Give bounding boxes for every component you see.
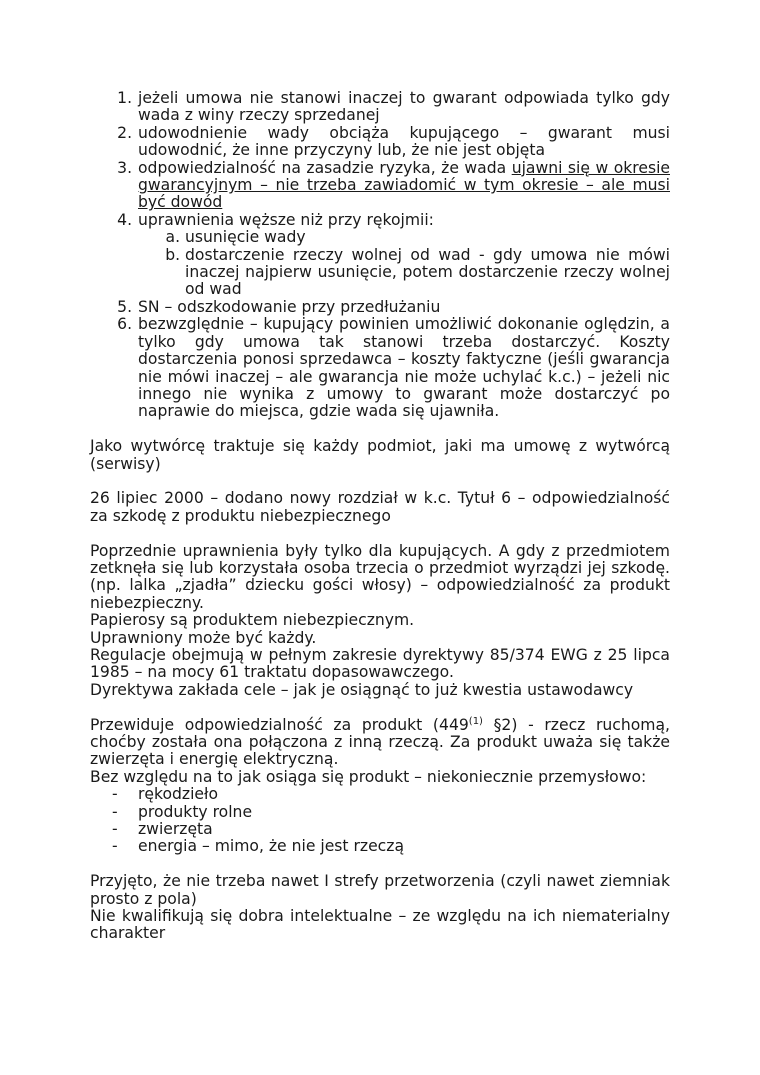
dash-list	[90, 786, 670, 856]
paragraph-cigarettes: Papierosy są produktem niebezpiecznym.	[90, 611, 415, 630]
paragraph-directive: Dyrektywa zakłada cele – jak je osiągnąć to już kwestia ustawodawcy	[90, 680, 634, 699]
superscript-index: (1)	[468, 715, 483, 727]
sub-item-a: a. usunięcie wady	[185, 229, 670, 246]
dash-item: - energia – mimo, że nie jest rzeczą	[138, 838, 670, 855]
numbered-list	[90, 90, 670, 421]
paragraph-producer: Jako wytwórcę traktuje się każdy podmiot, jaki ma umowę z wytwórcą (serwisy)	[90, 437, 670, 473]
list-item-1: 1. jeżeli umowa nie stanowi inaczej to gwarant odpowiada tylko gdy wada z winy rzeczy sprzedanej	[137, 90, 670, 125]
paragraph-new-chapter: 26 lipiec 2000 – dodano nowy rozdział w k.c. Tytuł 6 – odpowiedzialność za szkodę z produktu niebezpiecznego	[90, 489, 670, 525]
list-item-4-text: uprawnienia węższe niż przy rękojmii:	[138, 210, 434, 229]
list-item-2: 2. udowodnienie wady obciąża kupującego – gwarant musi udowodnić, że inne przyczyny lub, że nie jest objęta	[137, 125, 670, 160]
paragraph-intellectual-goods: Nie kwalifikują się dobra intelektualne – ze względu na ich niematerialny charakter	[90, 907, 670, 943]
list-item-6: 6. bezwzględnie – kupujący powinien umożliwić dokonanie oględzin, a tylko gdy umowa tak stanowi trzeba dostarczyć. Koszty dostarczenia ponosi sprzedawca – koszty faktyczne (jeśli gwarancja nie mówi inaczej – ale gwarancja nie może uchylać k.c.) – jeżeli nic innego nie wynika z umowy to gwarant może dostarczyć po naprawie do miejsca, gdzie wada się ujawniła.	[137, 316, 670, 420]
paragraph-previous-rights: Poprzednie uprawnienia były tylko dla kupujących. A gdy z przedmiotem zetknęła się lub korzystała osoba trzecia o przedmiot wyrządzi jej szkodę. (np. lalka „zjadła” dziecku gości włosy) – odpowiedzialność za produkt niebezpieczny.	[90, 541, 670, 612]
list-item-3-text: odpowiedzialność na zasadzie ryzyka, że wada	[138, 158, 512, 177]
sub-list	[138, 229, 670, 299]
paragraph-processing: Przyjęto, że nie trzeba nawet I strefy przetworzenia (czyli nawet ziemniak prosto z pola)	[90, 872, 670, 908]
paragraph-regardless: Bez względu na to jak osiąga się produkt – niekoniecznie przemysłowo:	[90, 767, 647, 786]
dash-item: - rękodzieło	[138, 786, 670, 803]
product-text-after: §2) - rzecz ruchomą, choćby została ona połączona z inną rzeczą. Za produkt uważa się także zwierzęta i energię elektryczną.	[90, 715, 671, 769]
paragraph-entitled: Uprawniony może być każdy.	[90, 628, 317, 647]
sub-item-b: b. dostarczenie rzeczy wolnej od wad - gdy umowa nie mówi inaczej najpierw usunięcie, potem dostarczenie rzeczy wolnej od wad	[185, 247, 670, 299]
list-item-4	[137, 212, 670, 299]
dash-item: - zwierzęta	[138, 821, 670, 838]
list-item-5: 5. SN – odszkodowanie przy przedłużaniu	[137, 299, 670, 316]
dash-item: - produkty rolne	[138, 804, 670, 821]
product-text-before: Przewiduje odpowiedzialność za produkt (449	[90, 715, 469, 734]
paragraph-regulations: Regulacje obejmują w pełnym zakresie dyrektywy 85/374 EWG z 25 lipca 1985 – na mocy 61 traktatu dopasowawczego.	[90, 645, 670, 682]
list-item-3	[137, 160, 670, 212]
document-page	[90, 90, 670, 943]
paragraph-product-definition	[90, 717, 670, 769]
underlined-text: ujawni się w okresie gwarancyjnym – nie trzeba zawiadomić w tym okresie – ale musi być dowód	[138, 158, 670, 212]
